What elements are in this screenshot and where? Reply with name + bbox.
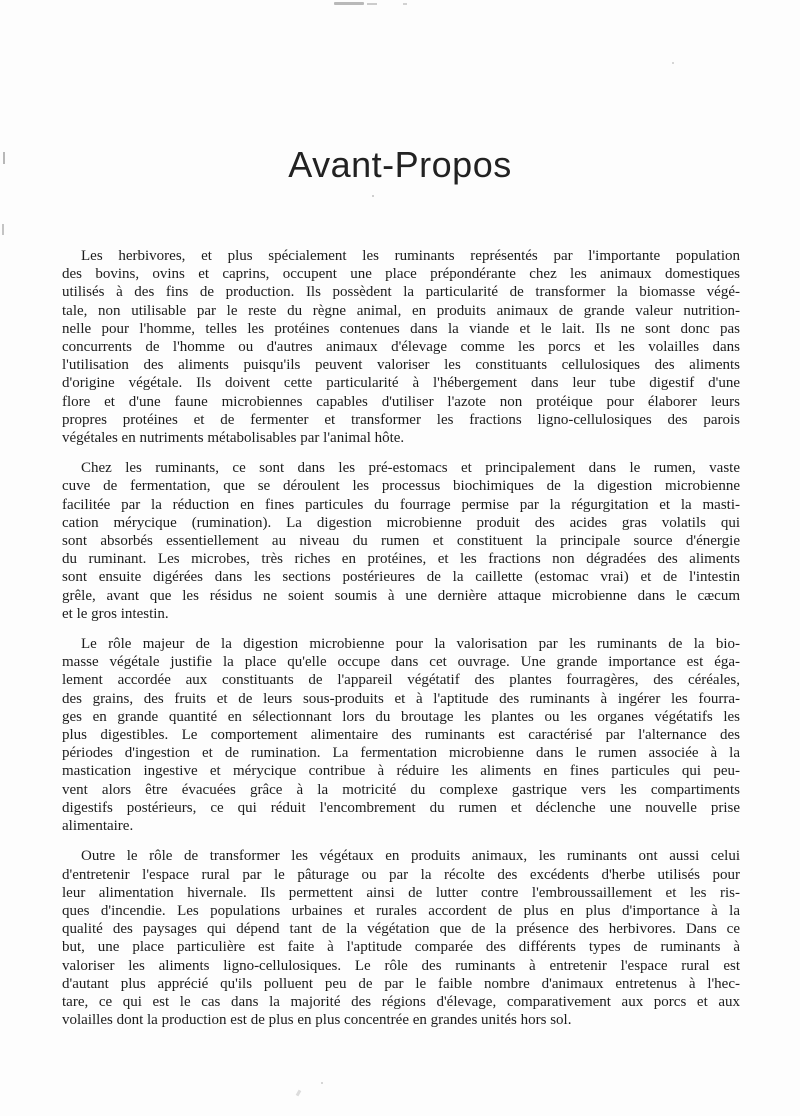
text-line: plus digestibles. Le comportement alimentaire des ruminants est caractérisé par l'alternance des	[62, 727, 740, 744]
text-line: ques d'incendie. Les populations urbaines et rurales accordent de plus en plus d'importance à la	[62, 902, 740, 919]
document-body	[62, 247, 740, 1029]
text-line: cuve de fermentation, que se déroulent les processus biochimiques de la digestion microbienne	[62, 478, 740, 495]
scan-artifact-speck	[672, 62, 674, 64]
text-line: mastication ingestive et mérycique contribue à réduire les aliments en fines particules qui peu-	[62, 763, 740, 780]
text-line: valoriser les aliments ligno-cellulosiques. Le rôle des ruminants à entretenir l'espace rural est	[62, 957, 740, 974]
text-line: qualité des paysages qui dépend tant de la végétation que de la présence des herbivores. Dans ce	[62, 921, 740, 938]
page-title: Avant-Propos	[288, 144, 512, 185]
paragraph	[62, 635, 740, 835]
text-line: des grains, des fruits et de leurs sous-produits et à l'aptitude des ruminants à ingérer les fourra-	[62, 690, 740, 707]
text-line: sont ensuite digérées dans les sections postérieures de la caillette (estomac vrai) et de l'intestin	[62, 569, 740, 586]
scan-artifact-speck	[403, 3, 407, 5]
scan-artifact-speck	[296, 1090, 302, 1097]
text-line: flore et d'une faune microbiennes capables d'utiliser l'azote non protéique pour élaborer leurs	[62, 393, 740, 410]
text-line: d'origine végétale. Ils doivent cette particularité à l'hébergement dans leur tube digestif d'une	[62, 375, 740, 392]
text-line: et le gros intestin.	[62, 605, 169, 622]
text-line: nelle pour l'homme, telles les protéines contenues dans la viande et le lait. Ils ne sont donc pas	[62, 320, 740, 337]
text-line: lement accordée aux constituants de l'appareil végétatif des plantes fourragères, des céréales,	[62, 672, 740, 689]
text-line: Les herbivores, et plus spécialement les ruminants représentés par l'importante population	[81, 248, 740, 264]
text-line: végétales en nutriments métabolisables par l'animal hôte.	[62, 430, 405, 447]
text-line: but, une place particulière est faite à l'aptitude comparée des différents types de ruminants à	[62, 939, 740, 956]
scan-artifact-speck	[321, 1082, 323, 1084]
text-line: masse végétale justifie la place qu'elle occupe dans cet ouvrage. Une grande importance est éga-	[62, 654, 740, 671]
text-line: sont absorbés essentiellement au niveau du rumen et constituent la principale source d'énergie	[62, 533, 740, 550]
text-line: tare, ce qui est le cas dans la majorité des régions d'élevage, comparativement aux porcs et aux	[62, 993, 740, 1010]
scan-artifact-margin-tick	[2, 224, 4, 235]
text-line: vent alors être évacuées grâce à la motricité du complexe gastrique vers les compartiments	[62, 781, 740, 798]
text-line: l'utilisation des aliments puisqu'ils peuvent valoriser les constituants cellulosiques des aliments	[62, 357, 740, 374]
text-line: propres protéines et de fermenter et transformer les fractions ligno-cellulosiques des parois	[62, 411, 740, 428]
scan-artifact-dash	[367, 3, 377, 5]
text-line: tale, non utilisable par le reste du règne animal, en produits animaux de grande valeur nutrition-	[62, 302, 740, 319]
text-line: des bovins, ovins et caprins, occupent une place prépondérante chez les animaux domestiques	[62, 266, 740, 283]
text-line: utilisés à des fins de production. Ils possèdent la particularité de transformer la biomasse végé-	[62, 284, 740, 301]
text-line: Outre le rôle de transformer les végétaux en produits animaux, les ruminants ont aussi celui	[81, 848, 740, 865]
text-line: concurrents de l'homme ou d'autres animaux d'élevage comme les porcs et les volailles dans	[62, 339, 740, 356]
text-line: d'autant plus apprécié qu'ils polluent peu de par le faible nombre d'animaux entretenus à l'hec-	[62, 975, 740, 992]
text-line: d'entretenir l'espace rural par le pâturage ou par la récolte des excédents d'herbe utilisés pour	[62, 866, 740, 883]
text-line: cation mérycique (rumination). La digestion microbienne produit des acides gras volatils qui	[62, 514, 740, 531]
text-line: du ruminant. Les microbes, très riches en protéines, et les fractions non dégradées des aliments	[62, 551, 740, 568]
text-line: alimentaire.	[62, 818, 134, 835]
paragraph	[62, 459, 740, 623]
paragraph	[62, 847, 740, 1029]
text-line: volailles dont la production est de plus en plus concentrée en grandes unités hors sol.	[62, 1012, 572, 1029]
text-line: périodes d'ingestion et de rumination. La fermentation microbienne dans le rumen associée à la	[62, 745, 740, 762]
paragraph	[62, 247, 740, 447]
text-line: leur alimentation hivernale. Ils permettent ainsi de lutter contre l'embroussaillement et les ris-	[62, 884, 740, 901]
scan-artifact-dash	[334, 2, 364, 5]
text-line: Le rôle majeur de la digestion microbienne pour la valorisation par les ruminants de la bio-	[81, 636, 740, 653]
text-line: facilitée par la réduction en fines particules du fourrage permise par la régurgitation et la masti-	[62, 496, 740, 513]
text-line: Chez les ruminants, ce sont dans les pré-estomacs et principalement dans le rumen, vaste	[81, 460, 740, 477]
text-line: digestifs postérieurs, ce qui réduit l'encombrement du rumen et déclenche une nouvelle prise	[62, 799, 740, 816]
text-line: grêle, avant que les résidus ne soient soumis à une dernière attaque microbienne dans le cæcum	[62, 587, 740, 604]
scan-artifact-speck	[372, 195, 374, 197]
text-line: ges en grande quantité en sélectionnant lors du broutage les plantes ou les organes végétatifs les	[62, 708, 740, 725]
